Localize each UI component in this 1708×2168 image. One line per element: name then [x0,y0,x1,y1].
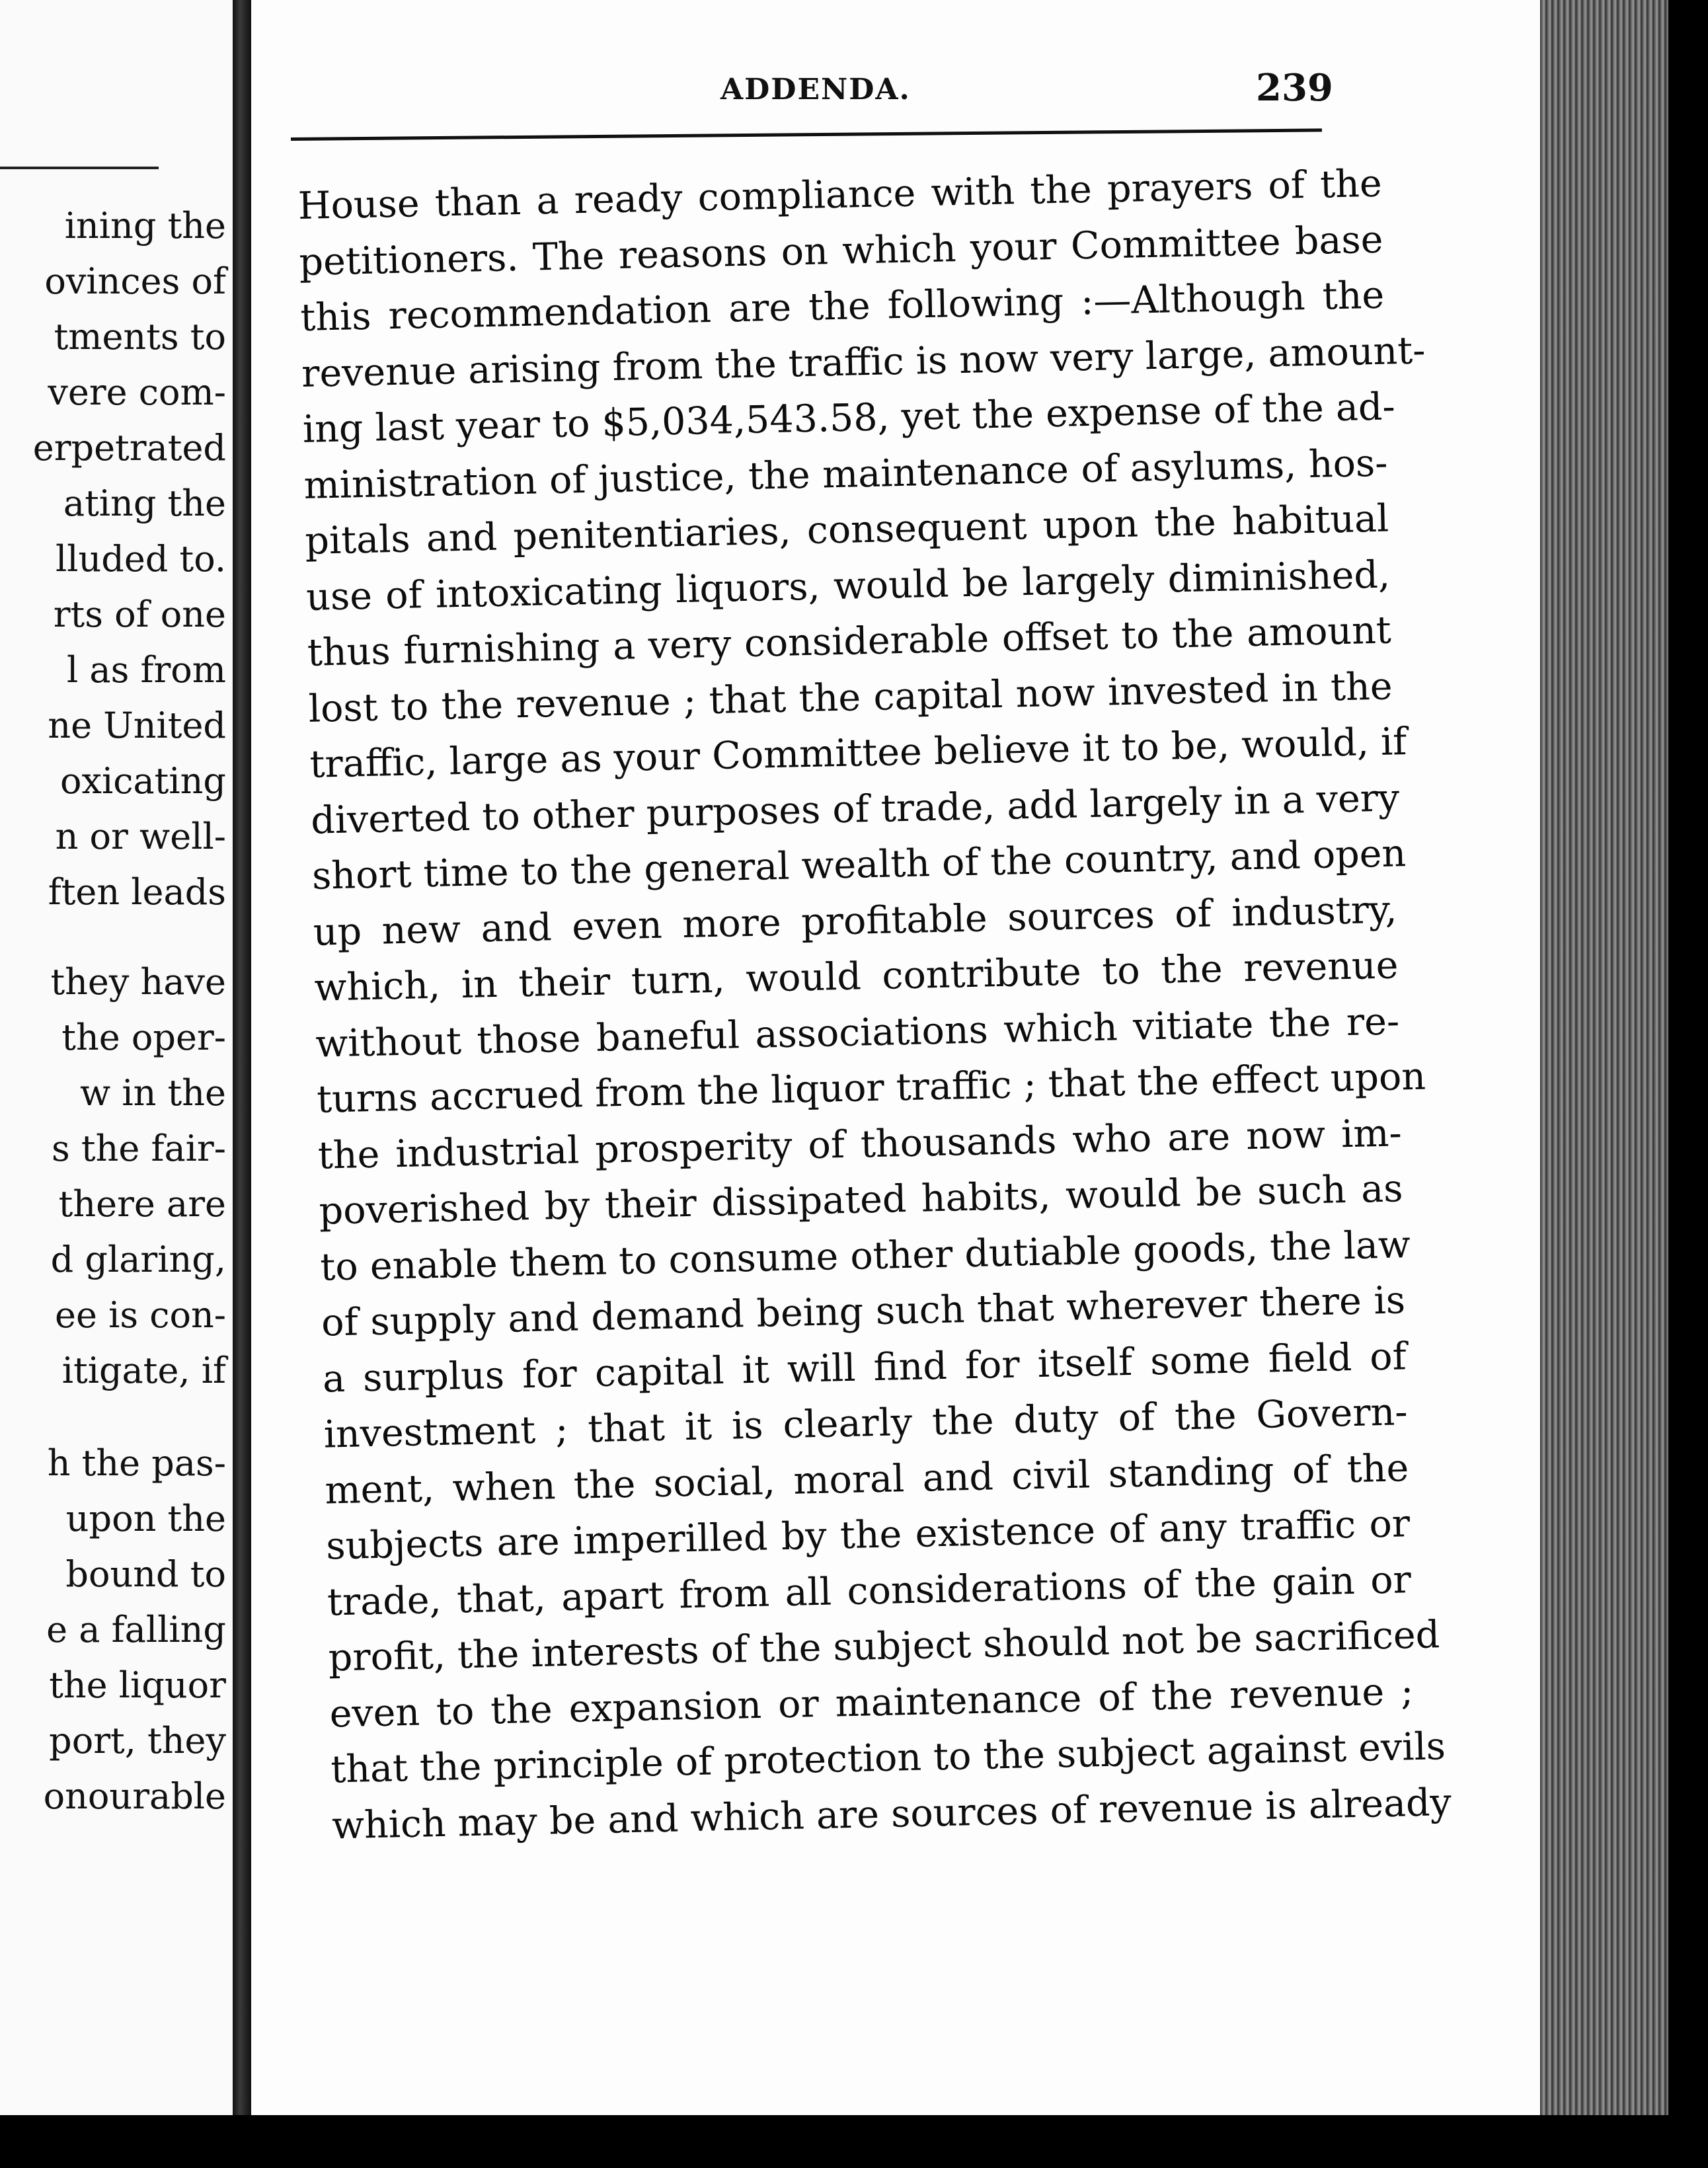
left-line: h the pas- [47,1442,226,1484]
text-line: of supply and demand being such that wherever there is [321,1278,1406,1345]
text-line: that the principle of protection to the subject against evils [330,1724,1446,1792]
left-line: ining the [64,205,226,247]
left-line: erpetrated [32,427,226,469]
header-rule [291,128,1322,141]
page-header [251,66,1540,126]
text-line: ment, when the social, moral and civil standing of the [324,1446,1409,1513]
left-line: ating the [63,483,226,524]
left-line: e a falling [46,1609,226,1650]
text-line: a surplus for capital it will find for itself some field of [322,1334,1407,1401]
text-line: to enable them to consume other dutiable goods, the law [319,1222,1411,1290]
left-line: the liquor [49,1664,226,1706]
scan-border [0,2115,1708,2168]
left-page [0,0,233,2168]
left-line: ften leads [48,871,226,913]
left-line: s the fair- [52,1128,226,1169]
text-line: lost to the revenue ; that the capital now invested in the [308,664,1393,731]
text-line: trade, that, apart from all considerations of the gain or [327,1557,1412,1625]
body-text [297,156,1452,1854]
left-line: ee is con- [54,1294,226,1336]
text-line: which, in their turn, would contribute to the revenue [313,943,1399,1010]
left-line: ovinces of [44,260,226,302]
text-line: diverted to other purposes of trade, add largely in a very [310,775,1400,843]
left-line: bound to [65,1553,226,1595]
text-line: ing last year to $5,034,543.58, yet the expense of the ad- [302,385,1396,451]
text-line: thus furnishing a very considerable offset to the amount [307,608,1392,675]
left-line: d glaring, [50,1239,226,1280]
left-line: they have [50,961,226,1003]
left-line: tments to [54,316,226,358]
left-line: port, they [49,1720,226,1762]
left-line: lluded to. [55,538,226,580]
text-line: use of intoxicating liquors, would be largely diminished, [305,553,1391,619]
text-line: short time to the general wealth of the country, and open [311,832,1407,898]
book-gutter [233,0,251,2168]
left-line: there are [58,1183,226,1225]
left-line: upon the [65,1498,226,1539]
text-line: investment ; that it is clearly the duty of the Govern- [323,1390,1409,1457]
text-line: ministration of justice, the maintenance of asylums, hos- [303,441,1389,508]
left-line: the oper- [61,1017,226,1058]
left-line: onourable [43,1775,226,1817]
text-line: pitals and penitentiaries, consequent upon the habitual [304,496,1389,563]
text-line: which may be and which are sources of revenue is already [331,1780,1452,1847]
running-head: ADDENDA. [720,73,911,106]
left-line: l as from [66,649,226,691]
text-line: poverished by their dissipated habits, would be such as [319,1167,1404,1233]
left-page-text [1,198,226,1824]
text-line: up new and even more profitable sources of industry, [313,887,1398,954]
left-line: ne United [48,705,226,746]
left-line: vere com- [48,371,226,413]
page-number: 239 [1256,66,1333,110]
text-line: petitioners. The reasons on which your Committee base [298,217,1383,284]
text-line: profit, the interests of the subject should not be sacrificed [328,1613,1440,1680]
text-line: turns accrued from the liquor traffic ; that the effect upon [316,1054,1426,1122]
text-line: revenue arising from the traffic is now very large, amount- [301,328,1426,396]
left-page-rule [0,167,159,169]
left-line: rts of one [53,594,226,635]
text-line: without those baneful associations which vitiate the re- [315,999,1400,1066]
page-edges [1540,0,1708,2168]
text-line: the industrial prosperity of thousands who are now im- [317,1110,1403,1178]
right-page [251,0,1540,2168]
text-line: this recommendation are the following :—Although the [299,273,1385,340]
text-line: traffic, large as your Committee believe it to be, would, if [309,720,1407,787]
text-line: House than a ready compliance with the prayers of the [297,161,1383,228]
text-line: subjects are imperilled by the existence of any traffic or [325,1502,1411,1568]
left-line: itigate, if [61,1350,226,1391]
left-line: oxicating [60,760,226,802]
left-line: w in the [79,1072,226,1114]
text-line: even to the expansion or maintenance of the revenue ; [329,1669,1414,1736]
left-line: n or well- [55,816,226,857]
